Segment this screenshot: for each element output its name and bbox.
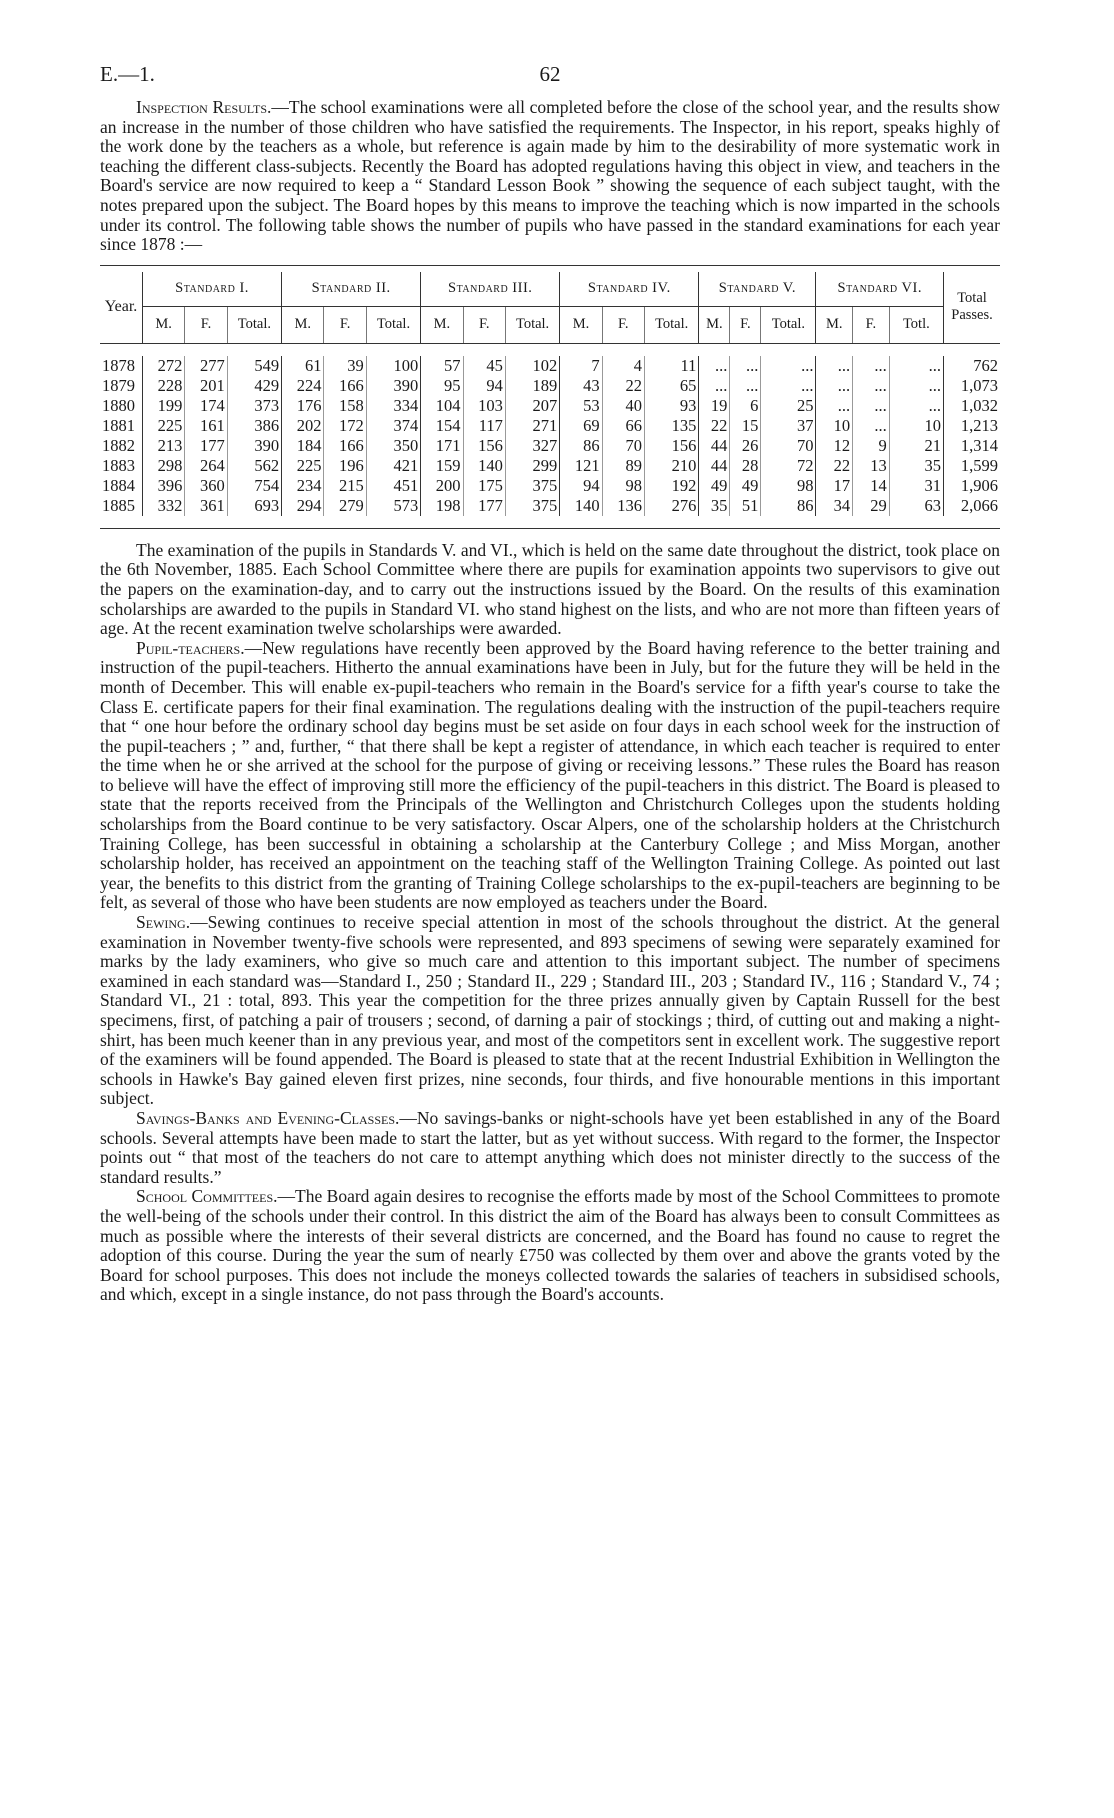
table-cell: 374 <box>366 416 420 436</box>
table-cell: 14 <box>853 476 890 496</box>
table-cell: ... <box>889 396 943 416</box>
total-passes-cell: 1,213 <box>960 415 998 435</box>
table-cell: 34 <box>816 496 853 516</box>
standard-header: Standard III. <box>421 272 560 307</box>
table-cell: 72 <box>761 456 816 476</box>
table-cell: 176 <box>282 396 324 416</box>
total-passes-header: Total Passes. <box>944 272 1001 344</box>
pupil-teachers-heading: Pupil-teachers. <box>136 637 245 658</box>
table-cell: 199 <box>143 396 185 416</box>
table-cell: 210 <box>644 456 698 476</box>
table-cell: 161 <box>185 416 227 436</box>
table-cell: 279 <box>324 496 366 516</box>
table-cell: 6 <box>730 396 761 416</box>
table-cell: 140 <box>463 456 505 476</box>
year-header: Year. <box>100 272 143 344</box>
table-cell: 121 <box>560 456 602 476</box>
year-cell: 1882 <box>100 436 143 456</box>
table-cell: 361 <box>185 496 227 516</box>
table-cell: 166 <box>324 436 366 456</box>
table-cell: 224 <box>282 376 324 396</box>
table-cell: 196 <box>324 456 366 476</box>
column-header: M. <box>699 306 730 343</box>
table-cell: 225 <box>282 456 324 476</box>
table-cell: 70 <box>602 436 644 456</box>
column-header: M. <box>143 306 185 343</box>
table-cell: ... <box>730 356 761 376</box>
table-cell: 549 <box>227 356 281 376</box>
table-cell: 202 <box>282 416 324 436</box>
table-cell: 44 <box>699 436 730 456</box>
table-cell: 102 <box>505 356 559 376</box>
table-cell: 299 <box>505 456 559 476</box>
column-header: F. <box>602 306 644 343</box>
total-passes-cell: 1,073 <box>960 375 998 395</box>
table-cell: 94 <box>463 376 505 396</box>
standard-header: Standard VI. <box>816 272 944 307</box>
table-cell: 29 <box>853 496 890 516</box>
year-cell: 1881 <box>100 416 143 436</box>
table-cell: 15 <box>730 416 761 436</box>
table-cell: 10 <box>889 416 943 436</box>
table-cell: 25 <box>761 396 816 416</box>
table-cell: 51 <box>730 496 761 516</box>
document-ref: E.—1. <box>100 62 155 86</box>
table-cell: 177 <box>185 436 227 456</box>
table-cell: 213 <box>143 436 185 456</box>
total-passes-cell: 1,599 <box>960 455 998 475</box>
column-header: Total. <box>366 306 420 343</box>
table-cell: 215 <box>324 476 366 496</box>
table-cell: ... <box>853 376 890 396</box>
table-cell: ... <box>816 356 853 376</box>
table-cell: 390 <box>366 376 420 396</box>
table-cell: 375 <box>505 476 559 496</box>
table-cell: 39 <box>324 356 366 376</box>
table-cell: 57 <box>421 356 463 376</box>
table-cell: 65 <box>644 376 698 396</box>
table-cell: 276 <box>644 496 698 516</box>
total-passes-cell: 1,032 <box>960 395 998 415</box>
table-cell: 327 <box>505 436 559 456</box>
table-header-row <box>100 272 1000 307</box>
table-cell: 166 <box>324 376 366 396</box>
savings-heading: Savings-Banks and Evening-Classes. <box>136 1107 400 1128</box>
table-cell: 451 <box>366 476 420 496</box>
standard-header: Standard V. <box>699 272 816 307</box>
table-cell: 40 <box>602 396 644 416</box>
table-cell: 21 <box>889 436 943 456</box>
year-cell: 1885 <box>100 496 143 516</box>
table-cell: ... <box>816 376 853 396</box>
table-cell: 350 <box>366 436 420 456</box>
table-cell: 22 <box>816 456 853 476</box>
table-cell: 159 <box>421 456 463 476</box>
standard-header: Standard IV. <box>560 272 699 307</box>
table-cell: 429 <box>227 376 281 396</box>
inspection-text: —The school examinations were all completed before the close of the school year, and the results show an increase in the number of those children who have satisfied the requirements. The Inspector, in his report, speaks highly of the work done by the teachers as a whole, but reference is again made by him to the desirability of more systematic work in teaching the different class-subjects. Recently the Board has adopted regulations having this object in view, and teachers in the Board's service are now required to keep a “ Standard Lesson Book ” showing the sequence of each subject taught, with the notes prepared upon the subject. The Board hopes by this means to improve the teaching which is now imparted in the schools under its control. The following table shows the number of pupils who have passed in the standard examinations for each year since 1878 :— <box>100 97 1000 255</box>
column-header: Total. <box>761 306 816 343</box>
inspection-paragraph <box>100 98 1000 255</box>
column-header: M. <box>421 306 463 343</box>
table-cell: 140 <box>560 496 602 516</box>
table-cell: 375 <box>505 496 559 516</box>
table-row <box>100 356 1000 376</box>
year-cell: 1884 <box>100 476 143 496</box>
table-cell: 156 <box>463 436 505 456</box>
table-cell: ... <box>816 396 853 416</box>
inspection-heading: Inspection Results. <box>136 97 272 117</box>
column-header: F. <box>324 306 366 343</box>
page-number: 62 <box>539 62 561 86</box>
table-cell: ... <box>853 416 890 436</box>
table-row <box>100 476 1000 496</box>
table-cell: 53 <box>560 396 602 416</box>
table-cell: ... <box>699 356 730 376</box>
table-cell: 19 <box>699 396 730 416</box>
sewing-paragraph <box>100 913 1000 1109</box>
table-cell: 31 <box>889 476 943 496</box>
table-cell: ... <box>761 376 816 396</box>
table-subheader-row <box>100 306 1000 343</box>
standards-table <box>100 272 1000 516</box>
pupil-teachers-paragraph <box>100 639 1000 913</box>
table-cell: 49 <box>730 476 761 496</box>
table-cell: 69 <box>560 416 602 436</box>
table-row <box>100 436 1000 456</box>
column-header: Total. <box>505 306 559 343</box>
year-cell: 1878 <box>100 356 143 376</box>
table-cell: 225 <box>143 416 185 436</box>
table-cell: 754 <box>227 476 281 496</box>
table-top-rule <box>100 265 1000 266</box>
table-cell: 207 <box>505 396 559 416</box>
table-cell: 98 <box>602 476 644 496</box>
table-cell: 44 <box>699 456 730 476</box>
table-cell: 63 <box>889 496 943 516</box>
savings-text: —No savings-banks or night-schools have yet been established in any of the Board schools. Several attempts have been made to start the latter, but as yet without success. With regard to the former, the Inspector points out “ that most of the teachers do not care to attempt anything which does not minister directly to the success of the standard results.” <box>100 1107 1001 1187</box>
table-cell: 373 <box>227 396 281 416</box>
table-cell: 93 <box>644 396 698 416</box>
table-cell: 200 <box>421 476 463 496</box>
table-cell: 272 <box>143 356 185 376</box>
table-cell: 22 <box>699 416 730 436</box>
committees-paragraph <box>100 1187 1000 1305</box>
table-cell: ... <box>730 376 761 396</box>
column-header: M. <box>816 306 853 343</box>
table-cell: 562 <box>227 456 281 476</box>
table-cell: 86 <box>761 496 816 516</box>
table-cell: 386 <box>227 416 281 436</box>
table-row <box>100 416 1000 436</box>
sewing-text: —Sewing continues to receive special attention in most of the schools throughout the district. At the general examination in November twenty-five schools were represented, and 893 specimens of sewing were separately examined for marks by the lady examiners, who give so much care and attention to this important subject. The number of specimens examined in each standard was—Standard I., 250 ; Standard II., 229 ; Standard III., 203 ; Standard IV., 116 ; Standard V., 74 ; Standard VI., 21 : total, 893. This year the competition for the three prizes annually given by Captain Russell for the best specimens, first, of patching a pair of trousers ; second, of darning a pair of stockings ; third, of cutting out and making a night-shirt, has been much keener than in any previous year, and most of the competitors sent in excellent work. The suggestive report of the examiners will be found appended. The Board is pleased to state that at the recent Industrial Exhibition in Wellington the schools in Hawke's Bay gained eleven first prizes, nine seconds, four thirds, and five honourable mentions in this important subject. <box>100 912 1000 1109</box>
savings-paragraph <box>100 1109 1000 1187</box>
committees-text: —The Board again desires to recognise the efforts made by most of the School Committees to promote the well-being of the schools under their control. In this district the aim of the Board has always been to consult Committees as much as possible where the interests of their several districts are concerned, and the Board has found no cause to regret the adoption of this course. During the year the sum of nearly £750 was collected by them over and above the grants voted by the Board for school purposes. This does not include the moneys collected towards the salaries of teachers in subsidised schools, and which, except in a single instance, do not pass through the Board's accounts. <box>100 1186 1001 1305</box>
table-cell: 360 <box>185 476 227 496</box>
committees-heading: School Committees. <box>136 1186 278 1207</box>
table-cell: ... <box>853 356 890 376</box>
table-cell: 43 <box>560 376 602 396</box>
table-cell: 11 <box>644 356 698 376</box>
table-cell: 135 <box>644 416 698 436</box>
table-cell: 117 <box>463 416 505 436</box>
table-cell: 234 <box>282 476 324 496</box>
table-row <box>100 496 1000 516</box>
total-passes-cell: 762 <box>973 355 998 375</box>
table-cell: 175 <box>463 476 505 496</box>
table-cell: 172 <box>324 416 366 436</box>
table-row <box>100 376 1000 396</box>
table-cell: 45 <box>463 356 505 376</box>
column-header: Total. <box>644 306 698 343</box>
table-cell: 136 <box>602 496 644 516</box>
table-cell: 192 <box>644 476 698 496</box>
year-cell: 1883 <box>100 456 143 476</box>
table-cell: 693 <box>227 496 281 516</box>
table-cell: 17 <box>816 476 853 496</box>
table-cell: 61 <box>282 356 324 376</box>
table-cell: 390 <box>227 436 281 456</box>
table-cell: 10 <box>816 416 853 436</box>
column-header: Totl. <box>889 306 943 343</box>
sewing-heading: Sewing. <box>136 912 191 933</box>
table-cell: 103 <box>463 396 505 416</box>
total-passes-cell: 1,906 <box>960 475 998 495</box>
table-cell: 294 <box>282 496 324 516</box>
table-cell: 94 <box>560 476 602 496</box>
table-row <box>100 396 1000 416</box>
column-header: F. <box>730 306 761 343</box>
pupil-teachers-text: —New regulations have recently been approved by the Board having reference to the better training and instruction of the pupil-teachers. Hitherto the annual examinations have been in July, but for the future they will be held in the month of December. This will enable ex-pupil-teachers who remain in the Board's service for a fifth year's course to take the Class E. certificate papers for their final examination. The regulations dealing with the instruction of the pupil-teachers require that “ one hour before the ordinary school day begins must be set aside on four days in each school week for the instruction of the pupil-teachers ; ” and, further, “ that there shall be kept a register of attendance, in which each teacher is required to enter the time when he or she arrived at the school for the purpose of giving or receiving lessons.” These rules the Board has reason to believe will have the effect of improving still more the efficiency of the pupil-teachers in this district. The Board is pleased to state that the reports received from the Principals of the Wellington and Christchurch Colleges upon the students holding scholarships from the Board continue to be very satisfactory. Oscar Alpers, one of the scholarship holders at the Christchurch Training College, has been successful in obtaining a scholarship at the Canterbury College ; and Miss Morgan, another scholarship holder, has received an appointment on the teaching staff of the Wellington Training College. As pointed out last year, the benefits to this district from the granting of Training College scholarships to the ex-pupil-teachers are beginning to be felt, as several of those who have been students are now employed as teachers under the Board. <box>100 637 1000 913</box>
table-cell: 198 <box>421 496 463 516</box>
table-cell: 171 <box>421 436 463 456</box>
column-header: F. <box>853 306 890 343</box>
examination-paragraph: The examination of the pupils in Standards V. and VI., which is held on the same date throughout the district, took place on the 6th November, 1885. Each School Committee where there are pupils for examination appoints two supervisors to give out the papers on the examination-day, and to carry out the instructions issued by the Board. On the results of this examination scholarships are awarded to the pupils in Standard VI. who stand highest on the lists, and who are not more than fifteen years of age. At the recent examination twelve scholarships were awarded. <box>100 539 1000 639</box>
table-cell: 22 <box>602 376 644 396</box>
table-cell: 9 <box>853 436 890 456</box>
table-cell: 189 <box>505 376 559 396</box>
table-bottom-rule <box>100 528 1000 529</box>
standard-header: Standard II. <box>282 272 421 307</box>
column-header: F. <box>463 306 505 343</box>
table-cell: 298 <box>143 456 185 476</box>
column-header: F. <box>185 306 227 343</box>
table-body <box>100 343 1000 516</box>
table-cell: 271 <box>505 416 559 436</box>
table-cell: ... <box>889 376 943 396</box>
table-cell: 158 <box>324 396 366 416</box>
table-cell: ... <box>699 376 730 396</box>
year-cell: 1879 <box>100 376 143 396</box>
year-cell: 1880 <box>100 396 143 416</box>
table-cell: 100 <box>366 356 420 376</box>
table-cell: 174 <box>185 396 227 416</box>
page-header <box>100 62 1000 98</box>
column-header: Total. <box>227 306 281 343</box>
table-cell: 396 <box>143 476 185 496</box>
table-cell: 332 <box>143 496 185 516</box>
total-passes-cell: 1,314 <box>960 435 998 455</box>
table-cell: 177 <box>463 496 505 516</box>
document-page <box>100 62 1000 1305</box>
table-cell: ... <box>853 396 890 416</box>
table-cell: 104 <box>421 396 463 416</box>
table-cell: 66 <box>602 416 644 436</box>
table-cell: ... <box>889 356 943 376</box>
table-cell: 264 <box>185 456 227 476</box>
table-cell: 28 <box>730 456 761 476</box>
table-cell: 12 <box>816 436 853 456</box>
table-cell: ... <box>761 356 816 376</box>
table-cell: 154 <box>421 416 463 436</box>
table-cell: 35 <box>889 456 943 476</box>
table-cell: 89 <box>602 456 644 476</box>
column-header: M. <box>282 306 324 343</box>
table-cell: 98 <box>761 476 816 496</box>
table-cell: 4 <box>602 356 644 376</box>
table-cell: 86 <box>560 436 602 456</box>
table-cell: 228 <box>143 376 185 396</box>
table-cell: 156 <box>644 436 698 456</box>
table-cell: 334 <box>366 396 420 416</box>
total-passes-cell: 2,066 <box>960 495 998 515</box>
table-cell: 184 <box>282 436 324 456</box>
table-cell: 35 <box>699 496 730 516</box>
table-cell: 49 <box>699 476 730 496</box>
table-cell: 26 <box>730 436 761 456</box>
standard-header: Standard I. <box>143 272 282 307</box>
table-cell: 13 <box>853 456 890 476</box>
column-header: M. <box>560 306 602 343</box>
table-cell: 37 <box>761 416 816 436</box>
table-cell: 421 <box>366 456 420 476</box>
table-cell: 277 <box>185 356 227 376</box>
table-row <box>100 456 1000 476</box>
table-cell: 95 <box>421 376 463 396</box>
table-cell: 573 <box>366 496 420 516</box>
table-cell: 7 <box>560 356 602 376</box>
table-cell: 201 <box>185 376 227 396</box>
table-cell: 70 <box>761 436 816 456</box>
